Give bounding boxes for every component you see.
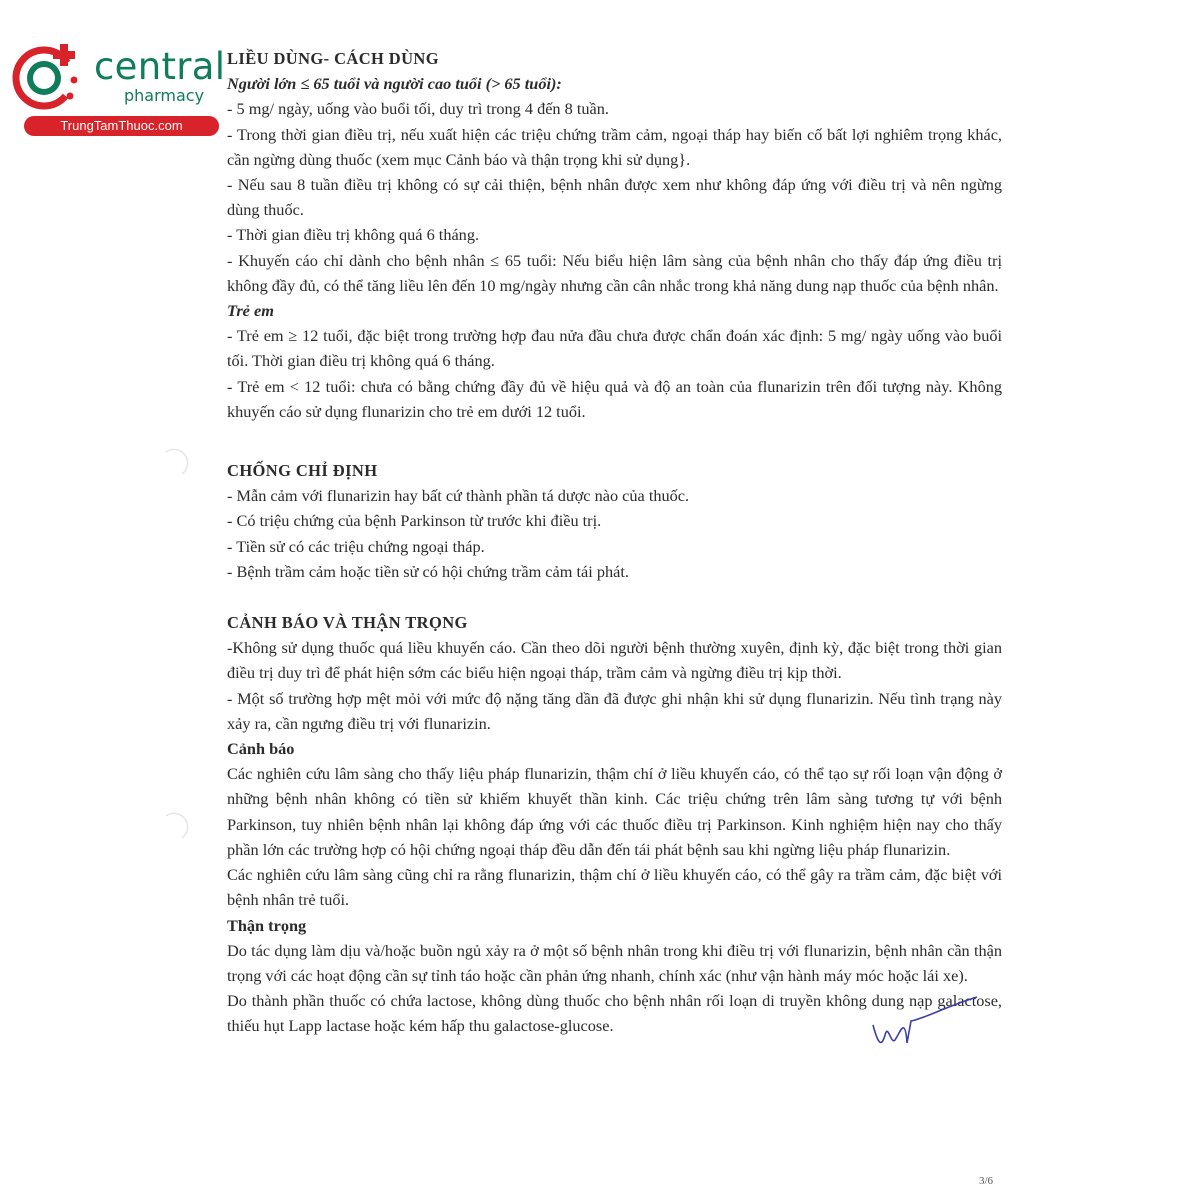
- precaution-heading: Thận trọng: [227, 915, 307, 935]
- punch-hole-mark: [160, 448, 190, 478]
- list-item: - Khuyến cáo chỉ dành cho bệnh nhân ≤ 65 tuổi: Nếu biểu hiện lâm sàng của bệnh nhân cho thấy đáp ứng điều trị không đầy đủ, có thể tăng liều lên đến 10 mg/ngày nhưng cần cân nhắc trong khả năng dung nạp thuốc của bệnh nhân.: [227, 250, 1002, 295]
- paragraph: Do thành phần thuốc có chứa lactose, không dùng thuốc cho bệnh nhân rối loạn di truyền không dung nạp galactose, thiếu hụt Lapp lactase hoặc kém hấp thu galactose-glucose.: [227, 991, 1002, 1036]
- section-title-dosage: LIỀU DÙNG- CÁCH DÙNG: [227, 49, 439, 68]
- section-title-contraindications: CHỐNG CHỈ ĐỊNH: [227, 461, 378, 481]
- child-heading: Trẻ em: [227, 301, 274, 321]
- document-body: [227, 46, 1002, 1039]
- list-item: - Mẫn cảm với flunarizin hay bất cứ thành phần tá dược nào của thuốc.: [227, 486, 690, 506]
- list-item: - Bệnh trầm cảm hoặc tiền sử có hội chứng trầm cảm tái phát.: [227, 561, 629, 581]
- adult-heading: Người lớn ≤ 65 tuổi và người cao tuổi (> 65 tuổi):: [227, 74, 562, 94]
- paragraph: Các nghiên cứu lâm sàng cũng chỉ ra rằng flunarizin, thậm chí ở liều khuyến cáo, có thể gây ra trầm cảm, đặc biệt với bệnh nhân trẻ tuổi.: [227, 865, 1002, 910]
- list-item: - 5 mg/ ngày, uống vào buổi tối, duy trì trong 4 đến 8 tuần.: [227, 99, 609, 119]
- signature-icon: [845, 995, 985, 1065]
- paragraph: Do tác dụng làm dịu và/hoặc buồn ngủ xảy ra ở một số bệnh nhân trong khi điều trị với flunarizin, bệnh nhân cần thận trọng với các hoạt động cần sự tỉnh táo hoặc cần phản ứng nhanh, chính xác (như vận hành máy móc hoặc lái xe).: [227, 940, 1002, 985]
- list-item: - Trẻ em ≥ 12 tuổi, đặc biệt trong trường hợp đau nửa đầu chưa được chẩn đoán xác định: 5 mg/ ngày uống vào buổi tối. Thời gian điều trị không quá 6 tháng.: [227, 326, 1002, 371]
- punch-hole-mark: [160, 812, 190, 842]
- list-item: -Không sử dụng thuốc quá liều khuyến cáo. Cần theo dõi người bệnh thường xuyên, định kỳ, đặc biệt trong thời gian điều trị duy trì để phát hiện sớm các biểu hiện ngoại tháp, trầm cảm và ngừng điều trị kịp thời.: [227, 638, 1002, 683]
- list-item: - Trẻ em < 12 tuổi: chưa có bằng chứng đầy đủ về hiệu quả và độ an toàn của flunarizin trên đối tượng này. Không khuyến cáo sử dụng flunarizin cho trẻ em dưới 12 tuổi.: [227, 376, 1002, 421]
- brand-subtitle: pharmacy: [124, 86, 205, 105]
- brand-logo: [10, 38, 226, 138]
- list-item: - Thời gian điều trị không quá 6 tháng.: [227, 225, 480, 245]
- list-item: - Trong thời gian điều trị, nếu xuất hiện các triệu chứng trầm cảm, ngoại tháp hay biến cố bất lợi nghiêm trọng khác, cần ngừng dùng thuốc (xem mục Cảnh báo và thận trọng khi sử dụng}.: [227, 124, 1002, 169]
- section-title-warnings: CẢNH BÁO VÀ THẬN TRỌNG: [227, 613, 468, 633]
- brand-url-badge[interactable]: TrungTamThuoc.com: [24, 116, 219, 136]
- central-pharmacy-logo-icon: [10, 38, 86, 114]
- page-number: 3/6: [978, 1175, 993, 1187]
- caution-heading: Cảnh báo: [227, 739, 295, 759]
- brand-name: central: [94, 45, 226, 88]
- list-item: - Nếu sau 8 tuần điều trị không có sự cải thiện, bệnh nhân được xem như không đáp ứng với điều trị và nên ngừng dùng thuốc.: [227, 175, 1002, 220]
- list-item: - Có triệu chứng của bệnh Parkinson từ trước khi điều trị.: [227, 511, 602, 531]
- paragraph: Các nghiên cứu lâm sàng cho thấy liệu pháp flunarizin, thậm chí ở liều khuyến cáo, có thể tạo sự rối loạn vận động ở những bệnh nhân không có tiền sử khiếm khuyết thần kinh. Các triệu chứng trên lâm sàng tương tự với bệnh Parkinson, tuy nhiên bệnh nhân lại không đáp ứng với các thuốc điều trị Parkinson. Kinh nghiệm hiện nay cho thấy phần lớn các trường hợp có hội chứng ngoại tháp đều dẫn đến tái phát bệnh sau khi ngừng liệu pháp flunarizin.: [227, 764, 1002, 859]
- list-item: - Tiền sử có các triệu chứng ngoại tháp.: [227, 536, 485, 556]
- list-item: - Một số trường hợp mệt mỏi với mức độ nặng tăng dần đã được ghi nhận khi sử dụng flunarizin. Nếu tình trạng này xảy ra, cần ngưng điều trị với flunarizin.: [227, 688, 1002, 733]
